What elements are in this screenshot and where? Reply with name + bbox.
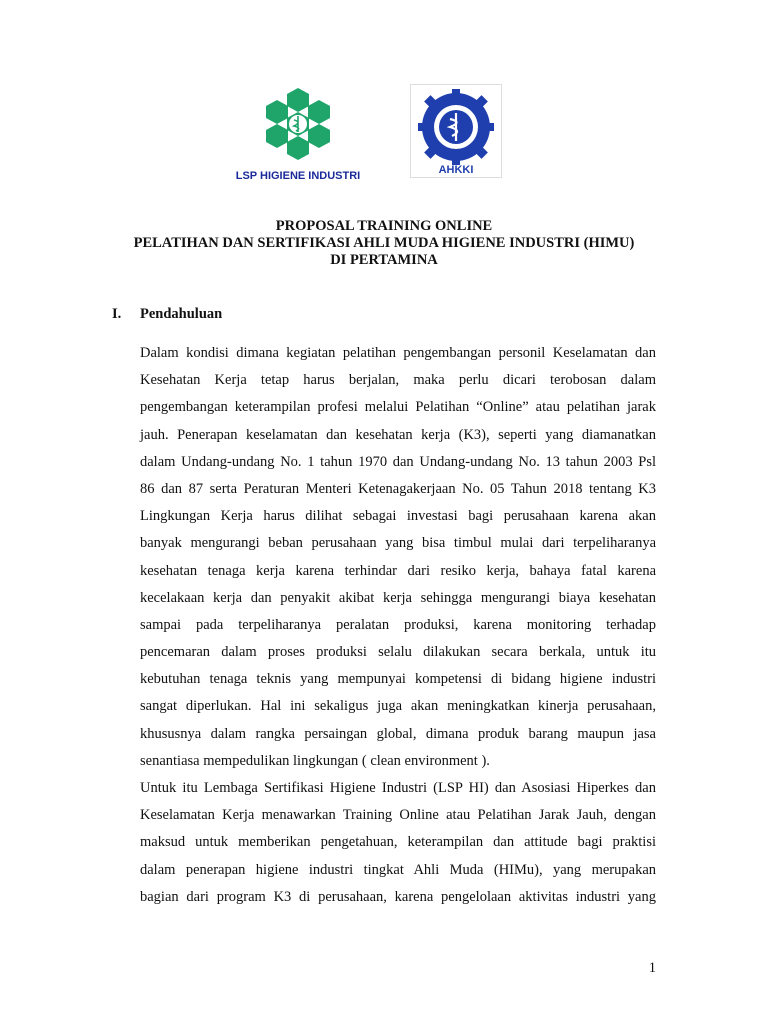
title-line-1: PROPOSAL TRAINING ONLINE — [275, 218, 493, 234]
lsp-flower-icon — [260, 86, 336, 162]
text-line: bagian dari program K3 di perusahaan, karena pengelolaan aktivitas industri yang — [140, 888, 656, 905]
text-line: khususnya dalam rangka persaingan global, dimana produk barang maupun jasa — [140, 725, 656, 742]
text-line: Kesehatan Kerja tetap harus berjalan, maka perlu dicari terobosan dalam — [140, 372, 656, 389]
ahkki-logo-text: AHKKI — [438, 164, 474, 175]
text-line: Lingkungan Kerja harus dilihat sebagai investasi bagi perusahaan karena akan — [140, 508, 656, 525]
body-text — [140, 340, 656, 911]
lsp-logo — [228, 86, 368, 186]
ahkki-gear-icon — [413, 87, 499, 175]
paragraph-2 — [140, 775, 656, 911]
text-line: kecelakaan kerja dan penyakit akibat kerja sehingga mengurangi biaya kesehatan — [140, 589, 656, 606]
page-number: 1 — [648, 960, 656, 976]
text-line: Dalam kondisi dimana kegiatan pelatihan pengembangan personil Keselamatan dan — [140, 345, 656, 361]
text-line: dalam Undang-undang No. 1 tahun 1970 dan Undang-undang No. 13 tahun 2003 Psl — [140, 453, 656, 470]
section-number: I. — [112, 306, 122, 322]
text-line: dalam penerapan higiene industri tingkat Ahli Muda (HIMu), yang merupakan — [140, 861, 656, 878]
text-line: senantiasa mempedulikan lingkungan ( clean environment ). — [140, 752, 490, 769]
title-line-2: PELATIHAN DAN SERTIFIKASI AHLI MUDA HIGIENE INDUSTRI (HIMU) — [133, 235, 635, 251]
text-line: sampai pada terpeliharanya peralatan produksi, karena monitoring terhadap — [140, 616, 656, 633]
text-line: kebutuhan tenaga teknis yang mempunyai kompetensi di bidang higiene industri — [140, 671, 656, 688]
text-line: jauh. Penerapan keselamatan dan kesehatan kerja (K3), seperti yang diamanatkan — [140, 426, 656, 443]
text-line: pencemaran dalam proses produksi selalu dilakukan secara berkala, untuk itu — [140, 644, 656, 661]
paragraph-1 — [140, 340, 656, 775]
text-line: Keselamatan Kerja menawarkan Training Online atau Pelatihan Jarak Jauh, dengan — [140, 807, 656, 824]
text-line: Untuk itu Lembaga Sertifikasi Higiene Industri (LSP HI) dan Asosiasi Hiperkes dan — [140, 780, 656, 796]
section-heading — [112, 306, 222, 323]
lsp-logo-caption: LSP HIGIENE INDUSTRI — [235, 170, 361, 182]
text-line: 86 dan 87 serta Peraturan Menteri Ketenagakerjaan No. 05 Tahun 2018 tentang K3 — [140, 480, 656, 497]
text-line: kesehatan tenaga kerja karena terhindar dari resiko kerja, bahaya fatal karena — [140, 562, 656, 579]
ahkki-logo — [410, 84, 502, 178]
title-line-3: DI PERTAMINA — [330, 252, 438, 268]
text-line: maksud untuk memberikan pengetahuan, keterampilan dan attitude bagi praktisi — [140, 834, 656, 851]
text-line: sangat diperlukan. Hal ini sekaligus juga akan meningkatkan kinerja perusahaan, — [140, 698, 656, 715]
text-line: pengembangan keterampilan profesi melalui Pelatihan “Online” atau pelatihan jarak — [140, 399, 656, 416]
section-title: Pendahuluan — [140, 306, 223, 322]
document-title — [0, 218, 768, 269]
text-line: banyak mengurangi beban perusahaan yang bisa timbul mulai dari terpeliharanya — [140, 535, 656, 552]
